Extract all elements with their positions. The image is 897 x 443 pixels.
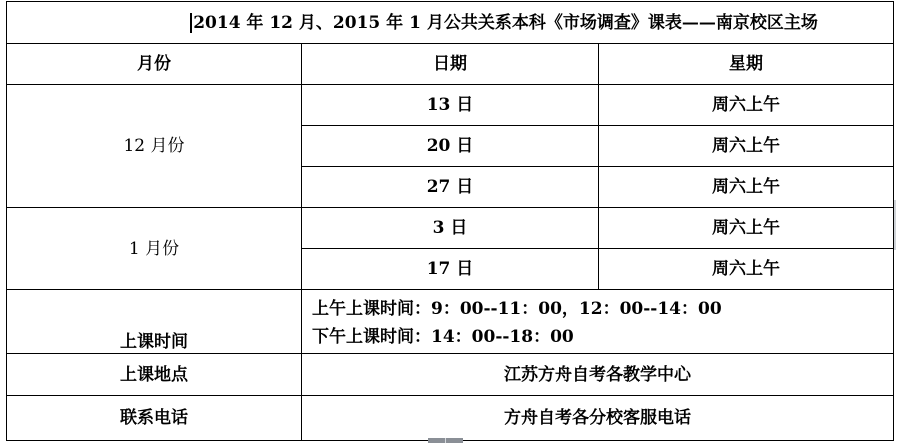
date-cell: 27 日 (302, 167, 599, 208)
date-cell: 20 日 (302, 126, 599, 167)
document-page (6, 1, 893, 438)
schedule-table (6, 1, 894, 441)
title-cell (7, 2, 894, 44)
morning-time-text: 上午上课时间：9：00--11：00，12：00--14：00 (312, 299, 722, 319)
date-cell: 17 日 (302, 249, 599, 290)
table-title[interactable]: 2014 年 12 月、2015 年 1 月公共关系本科《市场调查》课表——南京校区主场 (190, 13, 818, 33)
weekday-cell: 周六上午 (599, 208, 894, 249)
weekday-cell: 周六上午 (599, 85, 894, 126)
month-cell-january: 1 月份 (7, 208, 302, 290)
header-date: 日期 (302, 44, 599, 85)
contact-label: 联系电话 (7, 396, 302, 441)
page-edge-marker (894, 200, 896, 250)
location-label: 上课地点 (7, 354, 302, 396)
class-time-label: 上课时间 (7, 290, 302, 354)
header-weekday: 星期 (599, 44, 894, 85)
contact-value: 方舟自考各分校客服电话 (302, 396, 894, 441)
table-row (7, 208, 894, 249)
scroll-handle[interactable] (428, 438, 463, 443)
table-row (7, 85, 894, 126)
location-row (7, 354, 894, 396)
class-time-cell (302, 290, 894, 354)
weekday-cell: 周六上午 (599, 126, 894, 167)
title-row (7, 2, 894, 44)
date-cell: 3 日 (302, 208, 599, 249)
weekday-cell: 周六上午 (599, 167, 894, 208)
weekday-cell: 周六上午 (599, 249, 894, 290)
afternoon-time-text: 下午上课时间：14：00--18：00 (312, 327, 574, 347)
header-month: 月份 (7, 44, 302, 85)
contact-row (7, 396, 894, 441)
location-value: 江苏方舟自考各教学中心 (302, 354, 894, 396)
class-time-row (7, 290, 894, 354)
header-row (7, 44, 894, 85)
date-cell: 13 日 (302, 85, 599, 126)
month-cell-december: 12 月份 (7, 85, 302, 208)
